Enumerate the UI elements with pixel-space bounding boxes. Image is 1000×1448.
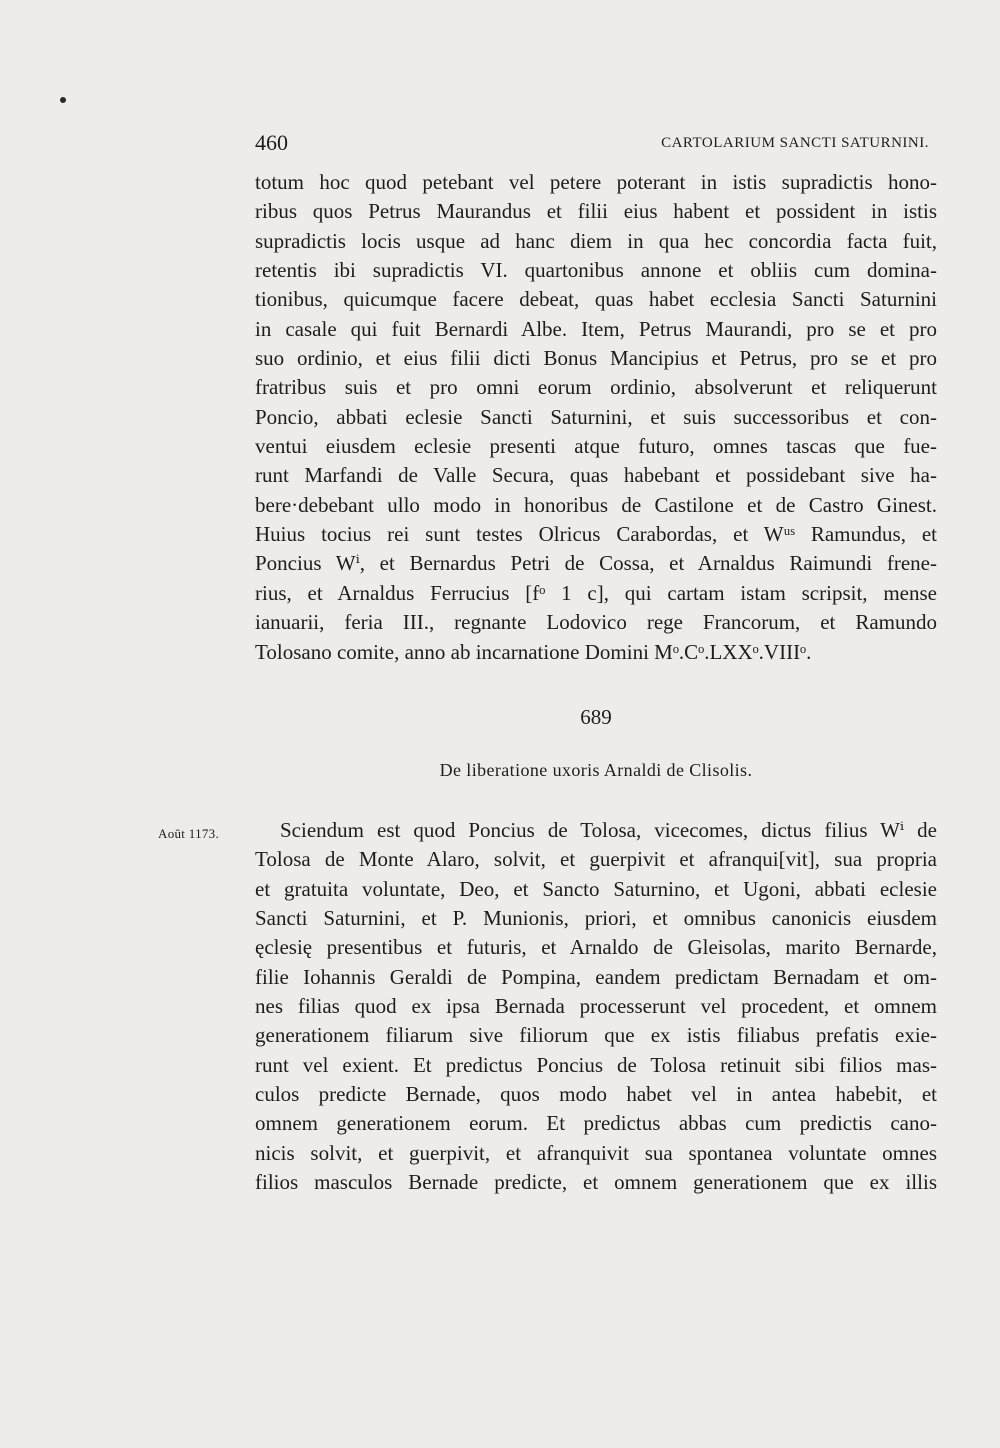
text-line: fratribus suis et pro omni eorum ordinio, absolverunt et reliquerunt (255, 375, 937, 400)
text-line: Sancti Saturnini, et P. Munionis, priori, et omnibus canonicis eiusdem (255, 906, 937, 931)
text-line: Tolosa de Monte Alaro, solvit, et guerpivit et afranqui[vit], sua propria (255, 847, 937, 872)
text-line: tionibus, quicumque facere debeat, quas habet ecclesia Sancti Saturnini (255, 287, 937, 312)
page-number: 460 (255, 130, 288, 155)
text-line: filios masculos Bernade predicte, et omnem generationem que ex illis (255, 1170, 937, 1195)
ink-speck (60, 97, 66, 103)
text-line: ęclesię presentibus et futuris, et Arnaldo de Gleisolas, marito Bernarde, (255, 935, 937, 960)
text-line: Sciendum est quod Poncius de Tolosa, vicecomes, dictus filius Wⁱ de (280, 818, 937, 842)
text-line: ventui eiusdem eclesie presenti atque futuro, omnes tascas que fue- (255, 434, 937, 459)
text-line: bere·debebant ullo modo in honoribus de Castilone et de Castro Ginest. (255, 492, 937, 517)
continued-charter-text (255, 168, 937, 667)
text-line: nes filias quod ex ipsa Bernada processerunt vel procedent, et omnem (255, 994, 937, 1019)
text-line: culos predicte Bernade, quos modo habet vel in antea habebit, et (255, 1082, 937, 1107)
text-line: Tolosano comite, anno ab incarnatione Domini Mᵒ.Cᵒ.LXXᵒ.VIIIᵒ. (255, 639, 812, 664)
text-line: generationem filiarum sive filiorum que ex istis filiabus prefatis exie- (255, 1023, 937, 1048)
text-line: in casale qui fuit Bernardi Albe. Item, Petrus Maurandi, pro se et pro (255, 316, 937, 341)
document-number: 689 (580, 705, 612, 729)
text-line: et gratuita voluntate, Deo, et Sancto Saturnino, et Ugoni, abbati eclesie (255, 876, 937, 901)
running-title: CARTOLARIUM SANCTI SATURNINI. (661, 135, 929, 151)
text-line: filie Iohannis Geraldi de Pompina, eandem predictam Bernadam et om- (255, 964, 937, 989)
charter-text (255, 816, 937, 1197)
running-head (255, 130, 937, 160)
text-line: Poncius Wⁱ, et Bernardus Petri de Cossa, et Arnaldus Raimundi frene- (255, 551, 937, 576)
text-line: ianuarii, feria III., regnante Lodovico rege Francorum, et Ramundo (255, 610, 937, 635)
text-line: retentis ibi supradictis VI. quartonibus annone et obliis cum domina- (255, 258, 937, 283)
text-line: omnem generationem eorum. Et predictus abbas cum predictis cano- (255, 1111, 937, 1136)
text-line: Poncio, abbati eclesie Sancti Saturnini, et suis successoribus et con- (255, 404, 937, 429)
text-line: Huius tocius rei sunt testes Olricus Carabordas, et Wᵘˢ Ramundus, et (255, 522, 937, 547)
margin-date: Août 1173. (158, 826, 220, 841)
text-line: runt vel exient. Et predictus Poncius de Tolosa retinuit sibi filios mas- (255, 1052, 937, 1077)
text-line: supradictis locis usque ad hanc diem in qua hec concordia facta fuit, (255, 228, 937, 253)
text-line: rius, et Arnaldus Ferrucius [fᵒ 1 c], qui cartam istam scripsit, mense (255, 580, 937, 605)
text-line: suo ordinio, et eius filii dicti Bonus Mancipius et Petrus, pro se et pro (255, 346, 937, 371)
text-line: nicis solvit, et guerpivit, et afranquivit sua spontanea voluntate omnes (255, 1140, 937, 1165)
document-title: De liberatione uxoris Arnaldi de Clisolis. (439, 760, 753, 780)
text-line: ribus quos Petrus Maurandus et filii eius habent et possident in istis (255, 199, 937, 224)
text-line: totum hoc quod petebant vel petere poterant in istis supradictis hono- (255, 170, 937, 194)
text-line: runt Marfandi de Valle Secura, quas habebant et possidebant sive ha- (255, 463, 937, 488)
